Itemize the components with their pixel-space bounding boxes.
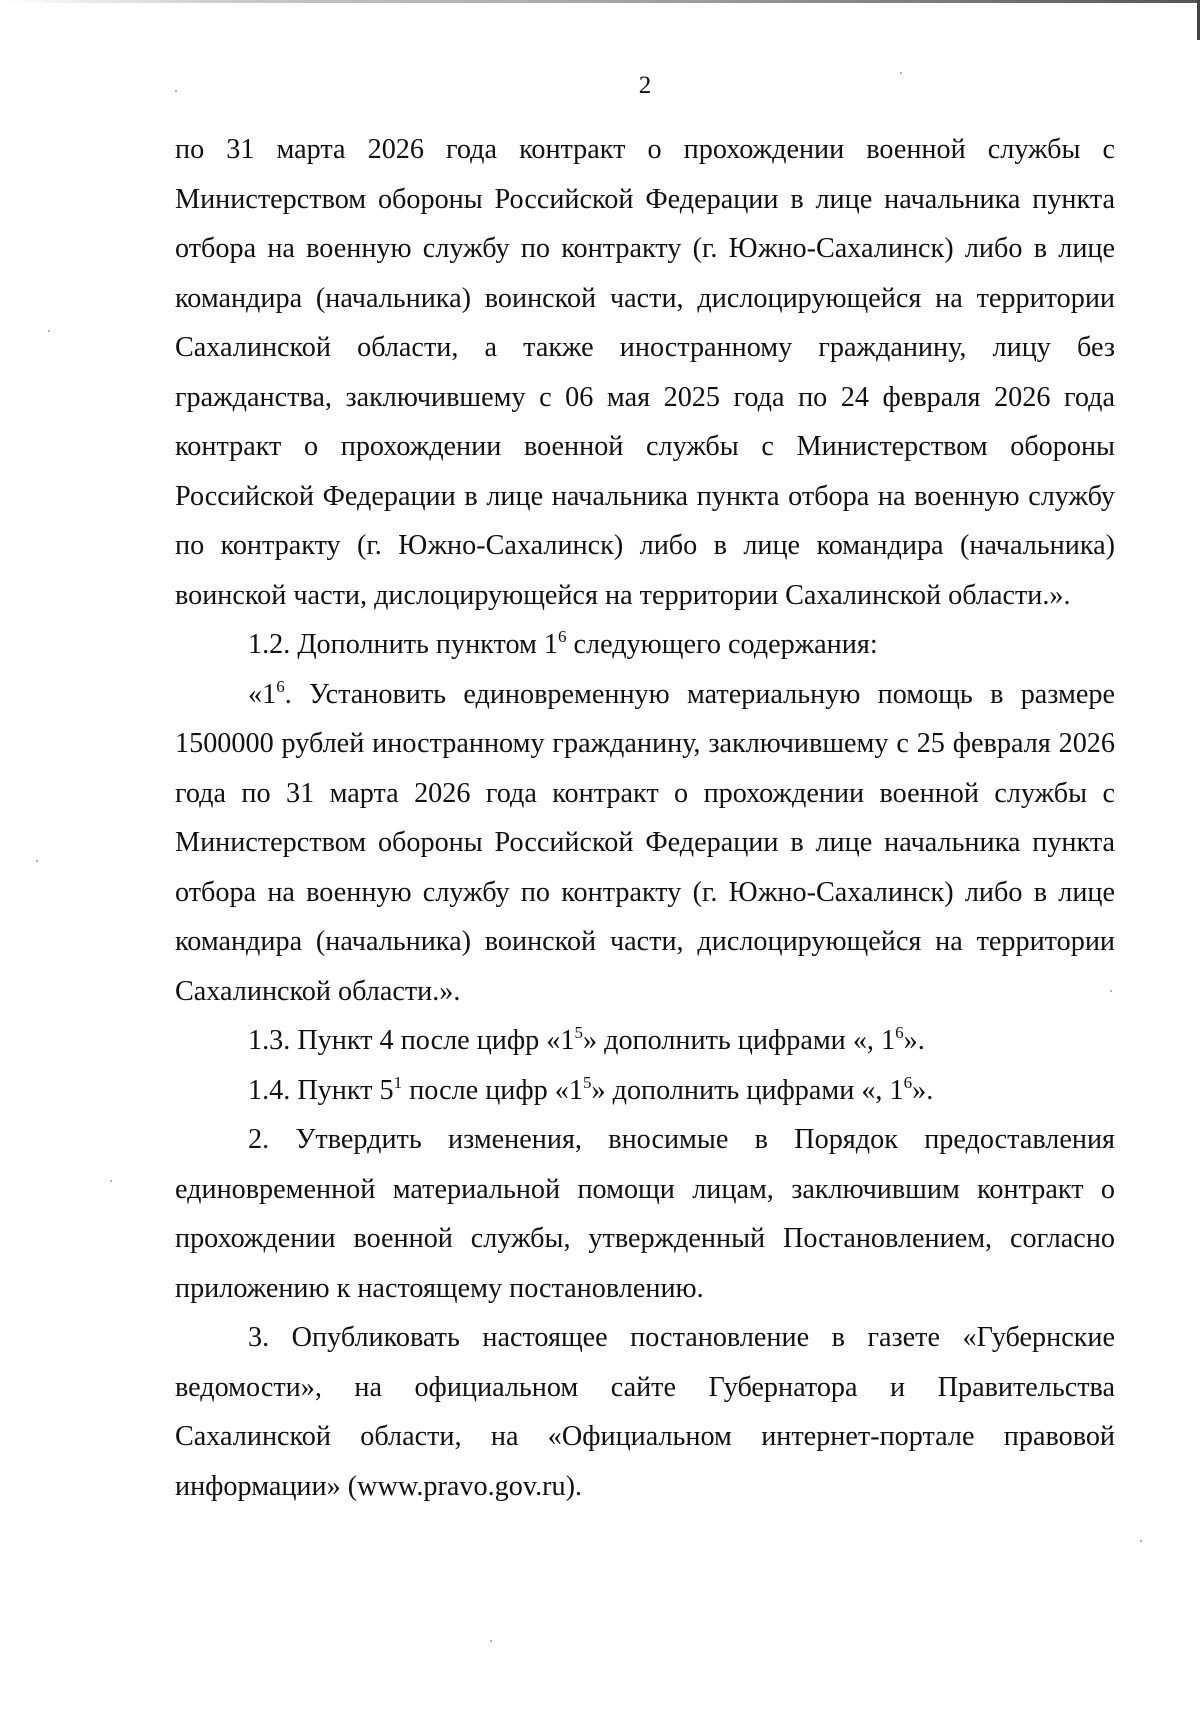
scan-speck xyxy=(48,330,50,332)
scan-speck xyxy=(36,860,38,862)
paragraph-item-1-4 xyxy=(175,1066,1115,1116)
text-segment: следующего содержания: xyxy=(566,629,878,660)
text-segment: » дополнить цифрами «, 1 xyxy=(591,1074,904,1106)
scan-speck xyxy=(110,1180,112,1182)
text-segment: 1.3. Пункт 4 после цифр «1 xyxy=(248,1025,575,1056)
paragraph-item-2: 2. Утвердить изменения, вносимые в Порядок предоставления единовременной материальной помощи лицам, заключившим контракт о прохождении военной службы, утвержденный Постановлением, согласно приложению к настоящему постановлению. xyxy=(175,1124,1115,1304)
page-number: 2 xyxy=(638,72,652,99)
text-segment: » дополнить цифрами «, 1 xyxy=(582,1025,896,1056)
superscript: 6 xyxy=(557,627,567,646)
superscript: 6 xyxy=(895,1023,904,1042)
paragraph-continuation: по 31 марта 2026 года контракт о прохождении военной службы с Министерством обороны Российской Федерации в лице начальника пункта отбора на военную службу по контракту (г. Южно-Сахалинск) либо в лице командира (начальника) воинской части, дислоцирующейся на территории Сахалинской области, а также иностранному гражданину, лицу без гражданства, заключившему с 06 мая 2025 года по 24 февраля 2026 года контракт о прохождении военной службы с Министерством обороны Российской Федерации в лице начальника пункта отбора на военную службу по контракту (г. Южно-Сахалинск) либо в лице командира (начальника) воинской части, дислоцирующейся на территории Сахалинской области.». xyxy=(175,134,1115,611)
paragraph-item-1-6 xyxy=(175,670,1115,1017)
text-segment: после цифр «1 xyxy=(402,1074,583,1106)
text-segment: «1 xyxy=(248,678,277,710)
scan-speck xyxy=(1140,1540,1142,1542)
scan-speck xyxy=(490,1640,492,1642)
scan-speck xyxy=(1110,990,1112,992)
text-segment: ». xyxy=(912,1074,934,1106)
superscript: 6 xyxy=(276,676,285,696)
scan-edge-top xyxy=(0,0,1200,3)
paragraph-item-1-3 xyxy=(175,1016,1115,1066)
scan-speck xyxy=(900,72,902,74)
superscript: 5 xyxy=(582,1072,592,1092)
paragraph-item-1-2 xyxy=(175,620,1115,670)
text-segment: 1.2. Дополнить пунктом 1 xyxy=(248,629,558,660)
superscript: 1 xyxy=(393,1072,403,1092)
superscript: 6 xyxy=(903,1072,913,1092)
scan-speck xyxy=(175,90,177,92)
superscript: 5 xyxy=(574,1023,583,1042)
text-segment: ». xyxy=(903,1025,925,1056)
text-segment: . Установить единовременную материальную помощь в размере 1500000 рублей иностранному гражданину, заключившему с 25 февраля 2026 года по 31 марта 2026 года контракт о прохождении военной службы с Министерством обороны Российской Федерации в лице начальника пункта отбора на военную службу по контракту (г. Южно-Сахалинск) либо в лице командира (начальника) воинской части, дислоцирующейся на территории Сахалинской области.». xyxy=(175,678,1115,1007)
document-body xyxy=(175,125,1115,1511)
text-segment: 1.4. Пункт 5 xyxy=(248,1074,394,1106)
paragraph-item-3: 3. Опубликовать настоящее постановление в газете «Губернские ведомости», на официальном сайте Губернатора и Правительства Сахалинской области, на «Официальном интернет-портале правовой информации» (www.pravo.gov.ru). xyxy=(175,1322,1115,1502)
